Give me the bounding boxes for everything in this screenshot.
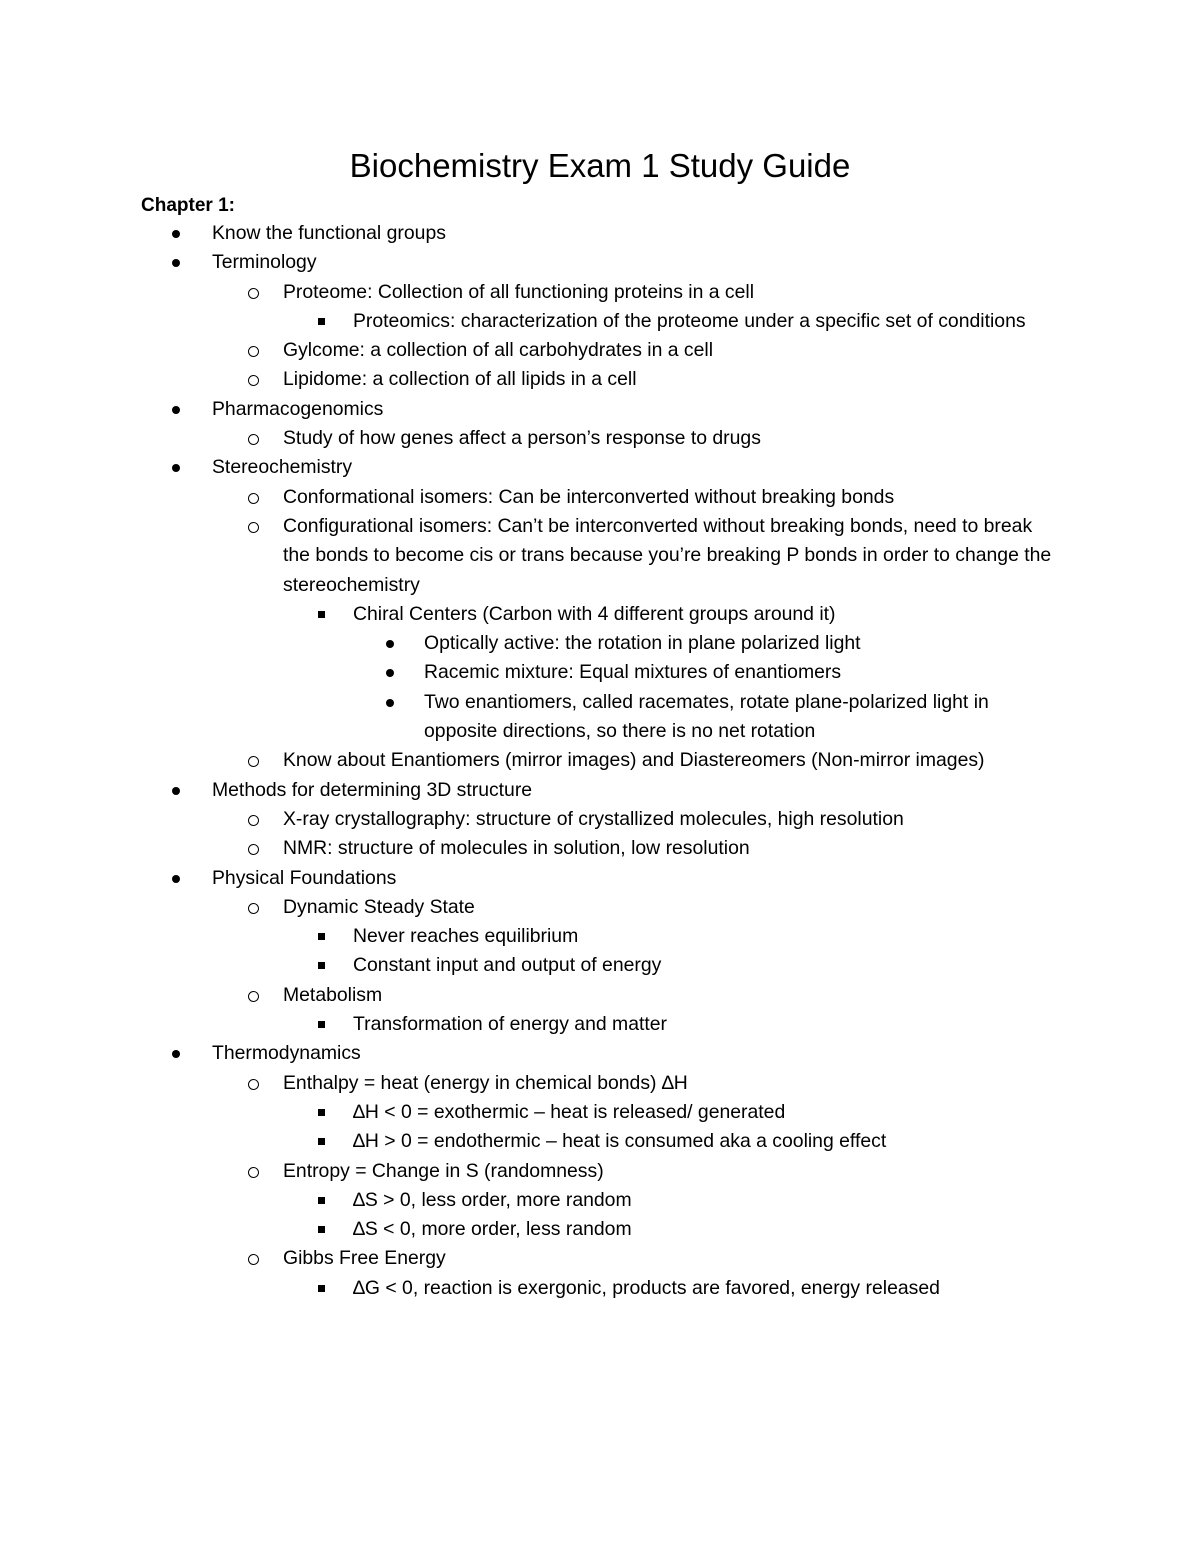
list-item-text: NMR: structure of molecules in solution, low resolution <box>283 837 750 860</box>
list-item <box>0 512 1063 600</box>
list-item <box>0 1098 1053 1127</box>
list-item <box>0 658 1064 687</box>
list-item-text: Study of how genes affect a person’s response to drugs <box>283 427 761 450</box>
list-item <box>0 1127 1053 1156</box>
list-item <box>0 307 1053 336</box>
list-item-text: Lipidome: a collection of all lipids in a cell <box>283 368 637 391</box>
list-item <box>0 1186 1053 1215</box>
list-item <box>0 1244 1063 1273</box>
list-item-text: Methods for determining 3D structure <box>212 778 533 801</box>
list-item <box>0 951 1053 980</box>
list-item-text: Pharmacogenomics <box>212 397 384 420</box>
list-item <box>0 776 1072 805</box>
list-item <box>0 278 1063 307</box>
list-item <box>0 688 1064 747</box>
list-item-text: ∆G < 0, reaction is exergonic, products are favored, energy released <box>353 1276 940 1299</box>
list-item-text: ∆S > 0, less order, more random <box>353 1188 632 1211</box>
list-item-text: Thermodynamics <box>212 1042 361 1065</box>
list-item <box>0 424 1063 453</box>
list-item <box>0 864 1072 893</box>
list-item <box>0 600 1053 629</box>
list-item-text: Know about Enantiomers (mirror images) and Diastereomers (Non-mirror images) <box>283 749 985 772</box>
list-item-text: Metabolism <box>283 983 383 1006</box>
list-item <box>0 805 1063 834</box>
list-item-text: Conformational isomers: Can be interconverted without breaking bonds <box>283 485 895 508</box>
list-item-text: Terminology <box>212 251 317 274</box>
list-item <box>0 1039 1072 1068</box>
list-item-text: Never reaches equilibrium <box>353 925 579 948</box>
list-item-text: Chiral Centers (Carbon with 4 different groups around it) <box>353 602 836 625</box>
list-item-text: ∆H < 0 = exothermic – heat is released/ generated <box>353 1100 786 1123</box>
list-item-text: Optically active: the rotation in plane polarized light <box>424 632 861 655</box>
list-item <box>0 834 1063 863</box>
list-item <box>0 981 1063 1010</box>
list-item-text: Stereochemistry <box>212 456 353 479</box>
page-title: Biochemistry Exam 1 Study Guide <box>349 147 851 184</box>
list-item <box>0 1157 1063 1186</box>
list-item <box>0 1010 1053 1039</box>
list-item-text: ∆H > 0 = endothermic – heat is consumed aka a cooling effect <box>353 1130 887 1153</box>
list-item <box>0 746 1063 775</box>
list-item-text: Physical Foundations <box>212 866 397 889</box>
chapter-heading: Chapter 1: <box>141 195 235 216</box>
list-item-text: Racemic mixture: Equal mixtures of enantiomers <box>424 661 842 684</box>
list-item <box>0 629 1064 658</box>
list-item-text: Gylcome: a collection of all carbohydrates in a cell <box>283 339 714 362</box>
outline-list <box>0 219 1200 1303</box>
list-item <box>0 1069 1063 1098</box>
list-item-text: Entropy = Change in S (randomness) <box>283 1159 604 1182</box>
list-item-text: Dynamic Steady State <box>283 895 475 918</box>
list-item-text: Constant input and output of energy <box>353 954 662 977</box>
list-item <box>0 1274 1053 1303</box>
list-item-text: Gibbs Free Energy <box>283 1247 446 1270</box>
list-item <box>0 219 1072 248</box>
list-item-text: Configurational isomers: Can’t be interconverted without breaking bonds, need to break the bonds to become cis or trans because you’re breaking P bonds in order to change the stereochemistry <box>283 514 1052 596</box>
list-item-text: Two enantiomers, called racemates, rotate plane-polarized light in opposite directions, so there is no net rotation <box>424 690 989 743</box>
list-item <box>0 453 1072 482</box>
list-item-text: X-ray crystallography: structure of crystallized molecules, high resolution <box>283 807 904 830</box>
list-item <box>0 365 1063 394</box>
list-item <box>0 893 1063 922</box>
list-item-text: Proteome: Collection of all functioning proteins in a cell <box>283 280 755 303</box>
list-item <box>0 248 1072 277</box>
list-item <box>0 1215 1053 1244</box>
list-item-text: Transformation of energy and matter <box>353 1013 667 1036</box>
list-item <box>0 336 1063 365</box>
list-item-text: Proteomics: characterization of the proteome under a specific set of conditions <box>353 309 1026 332</box>
list-item <box>0 922 1053 951</box>
list-item-text: ∆S < 0, more order, less random <box>353 1218 632 1241</box>
list-item-text: Know the functional groups <box>212 222 446 244</box>
list-item <box>0 395 1072 424</box>
list-item-text: Enthalpy = heat (energy in chemical bonds) ∆H <box>283 1071 688 1094</box>
list-item <box>0 483 1063 512</box>
